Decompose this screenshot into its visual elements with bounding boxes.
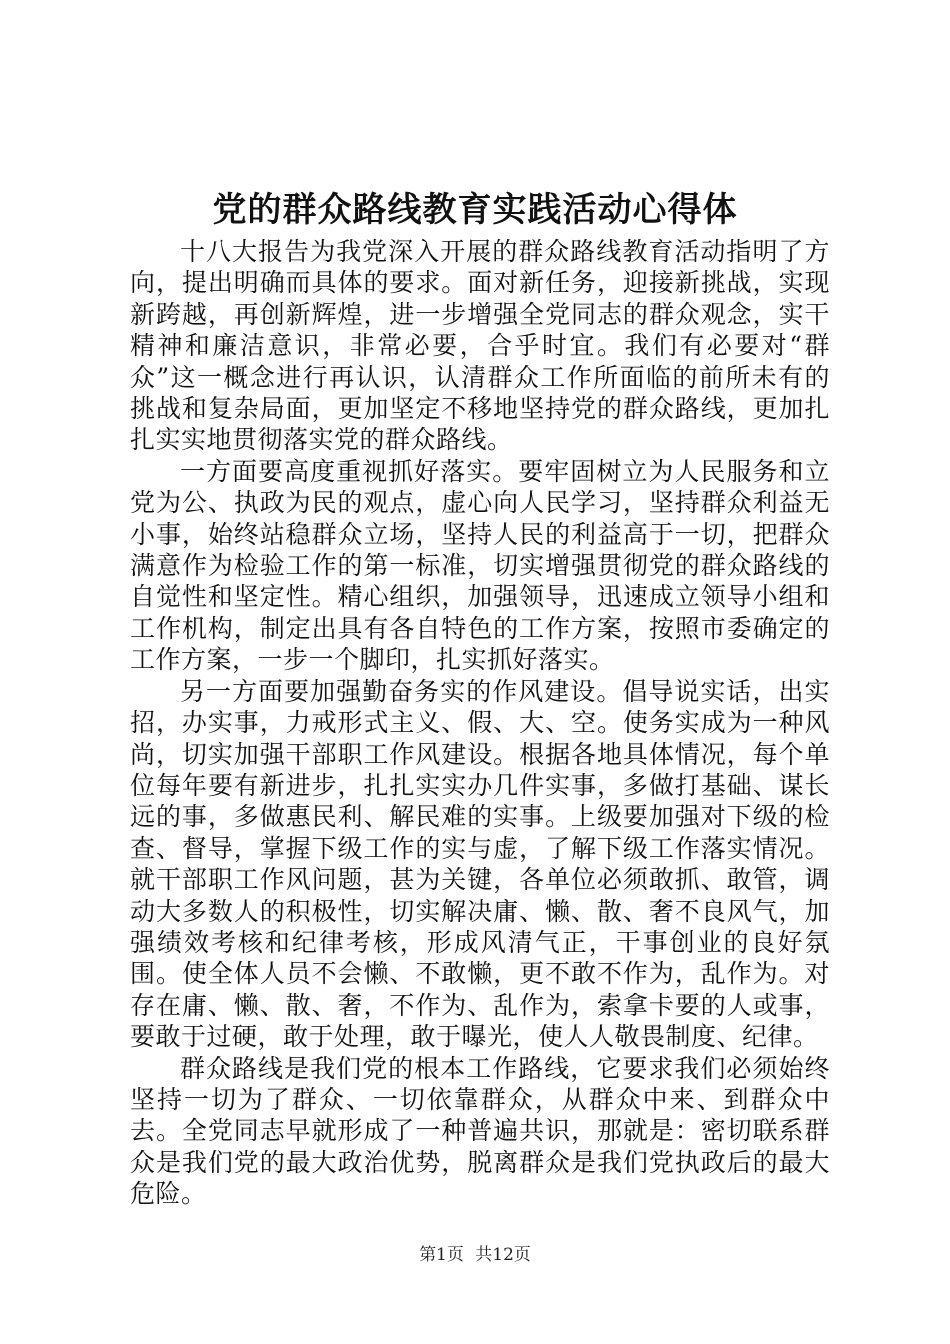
paragraph-2: 一方面要高度重视抓好落实。要牢固树立为人民服务和立党为公、执政为民的观点，虚心向人民学习，坚持群众利益无小事，始终站稳群众立场，坚持人民的利益高于一切，把群众满意作为检验工作的第一标准，切实增强贯彻党的群众路线的自觉性和坚定性。精心组织，加强领导，迅速成立领导小组和工作机构，制定出具有各自特色的工作方案，按照市委确定的工作方案，一步一个脚印，扎实抓好落实。 bbox=[130, 456, 830, 675]
paragraph-3: 另一方面要加强勤奋务实的作风建设。倡导说实话，出实招，办实事，力戒形式主义、假、大、空。使务实成为一种风尚，切实加强干部职工作风建设。根据各地具体情况，每个单位每年要有新进步，扎扎实实办几件实事，多做打基础、谋长远的事，多做惠民利、解民难的实事。上级要加强对下级的检查、督导，掌握下级工作的实与虚，了解下级工作落实情况。就干部职工作风问题，甚为关键，各单位必须敢抓、敢管，调动大多数人的积极性，切实解决庸、懒、散、奢不良风气，加强绩效考核和纪律考核，形成风清气正，干事创业的良好氛围。使全体人员不会懒、不敢懒，更不敢不作为，乱作为。对存在庸、懒、散、奢，不作为、乱作为，索拿卡要的人或事，要敢于过硬，敢于处理，敢于曝光，使人人敬畏制度、纪律。 bbox=[130, 676, 830, 1052]
paragraph-1: 十八大报告为我党深入开展的群众路线教育活动指明了方向，提出明确而具体的要求。面对新任务，迎接新挑战，实现新跨越，再创新辉煌，进一步增强全党同志的群众观念，实干精神和廉洁意识，非常必要，合乎时宜。我们有必要对“群众”这一概念进行再认识，认清群众工作所面临的前所未有的挑战和复杂局面，更加坚定不移地坚持党的群众路线，更加扎扎实实地贯彻落实党的群众路线。 bbox=[130, 237, 830, 455]
document-body bbox=[130, 236, 830, 1210]
page-total: 共12页 bbox=[475, 1245, 531, 1265]
document-title: 党的群众路线教育实践活动心得体 bbox=[212, 190, 738, 230]
paragraph-4: 群众路线是我们党的根本工作路线，它要求我们必须始终坚持一切为了群众、一切依靠群众，从群众中来、到群众中去。全党同志早就形成了一种普遍共识，那就是：密切联系群众是我们党的最大政治优势，脱离群众是我们党执政后的最大危险。 bbox=[130, 1053, 830, 1209]
page-footer bbox=[0, 1243, 950, 1267]
page-number: 第1页 bbox=[419, 1245, 464, 1265]
